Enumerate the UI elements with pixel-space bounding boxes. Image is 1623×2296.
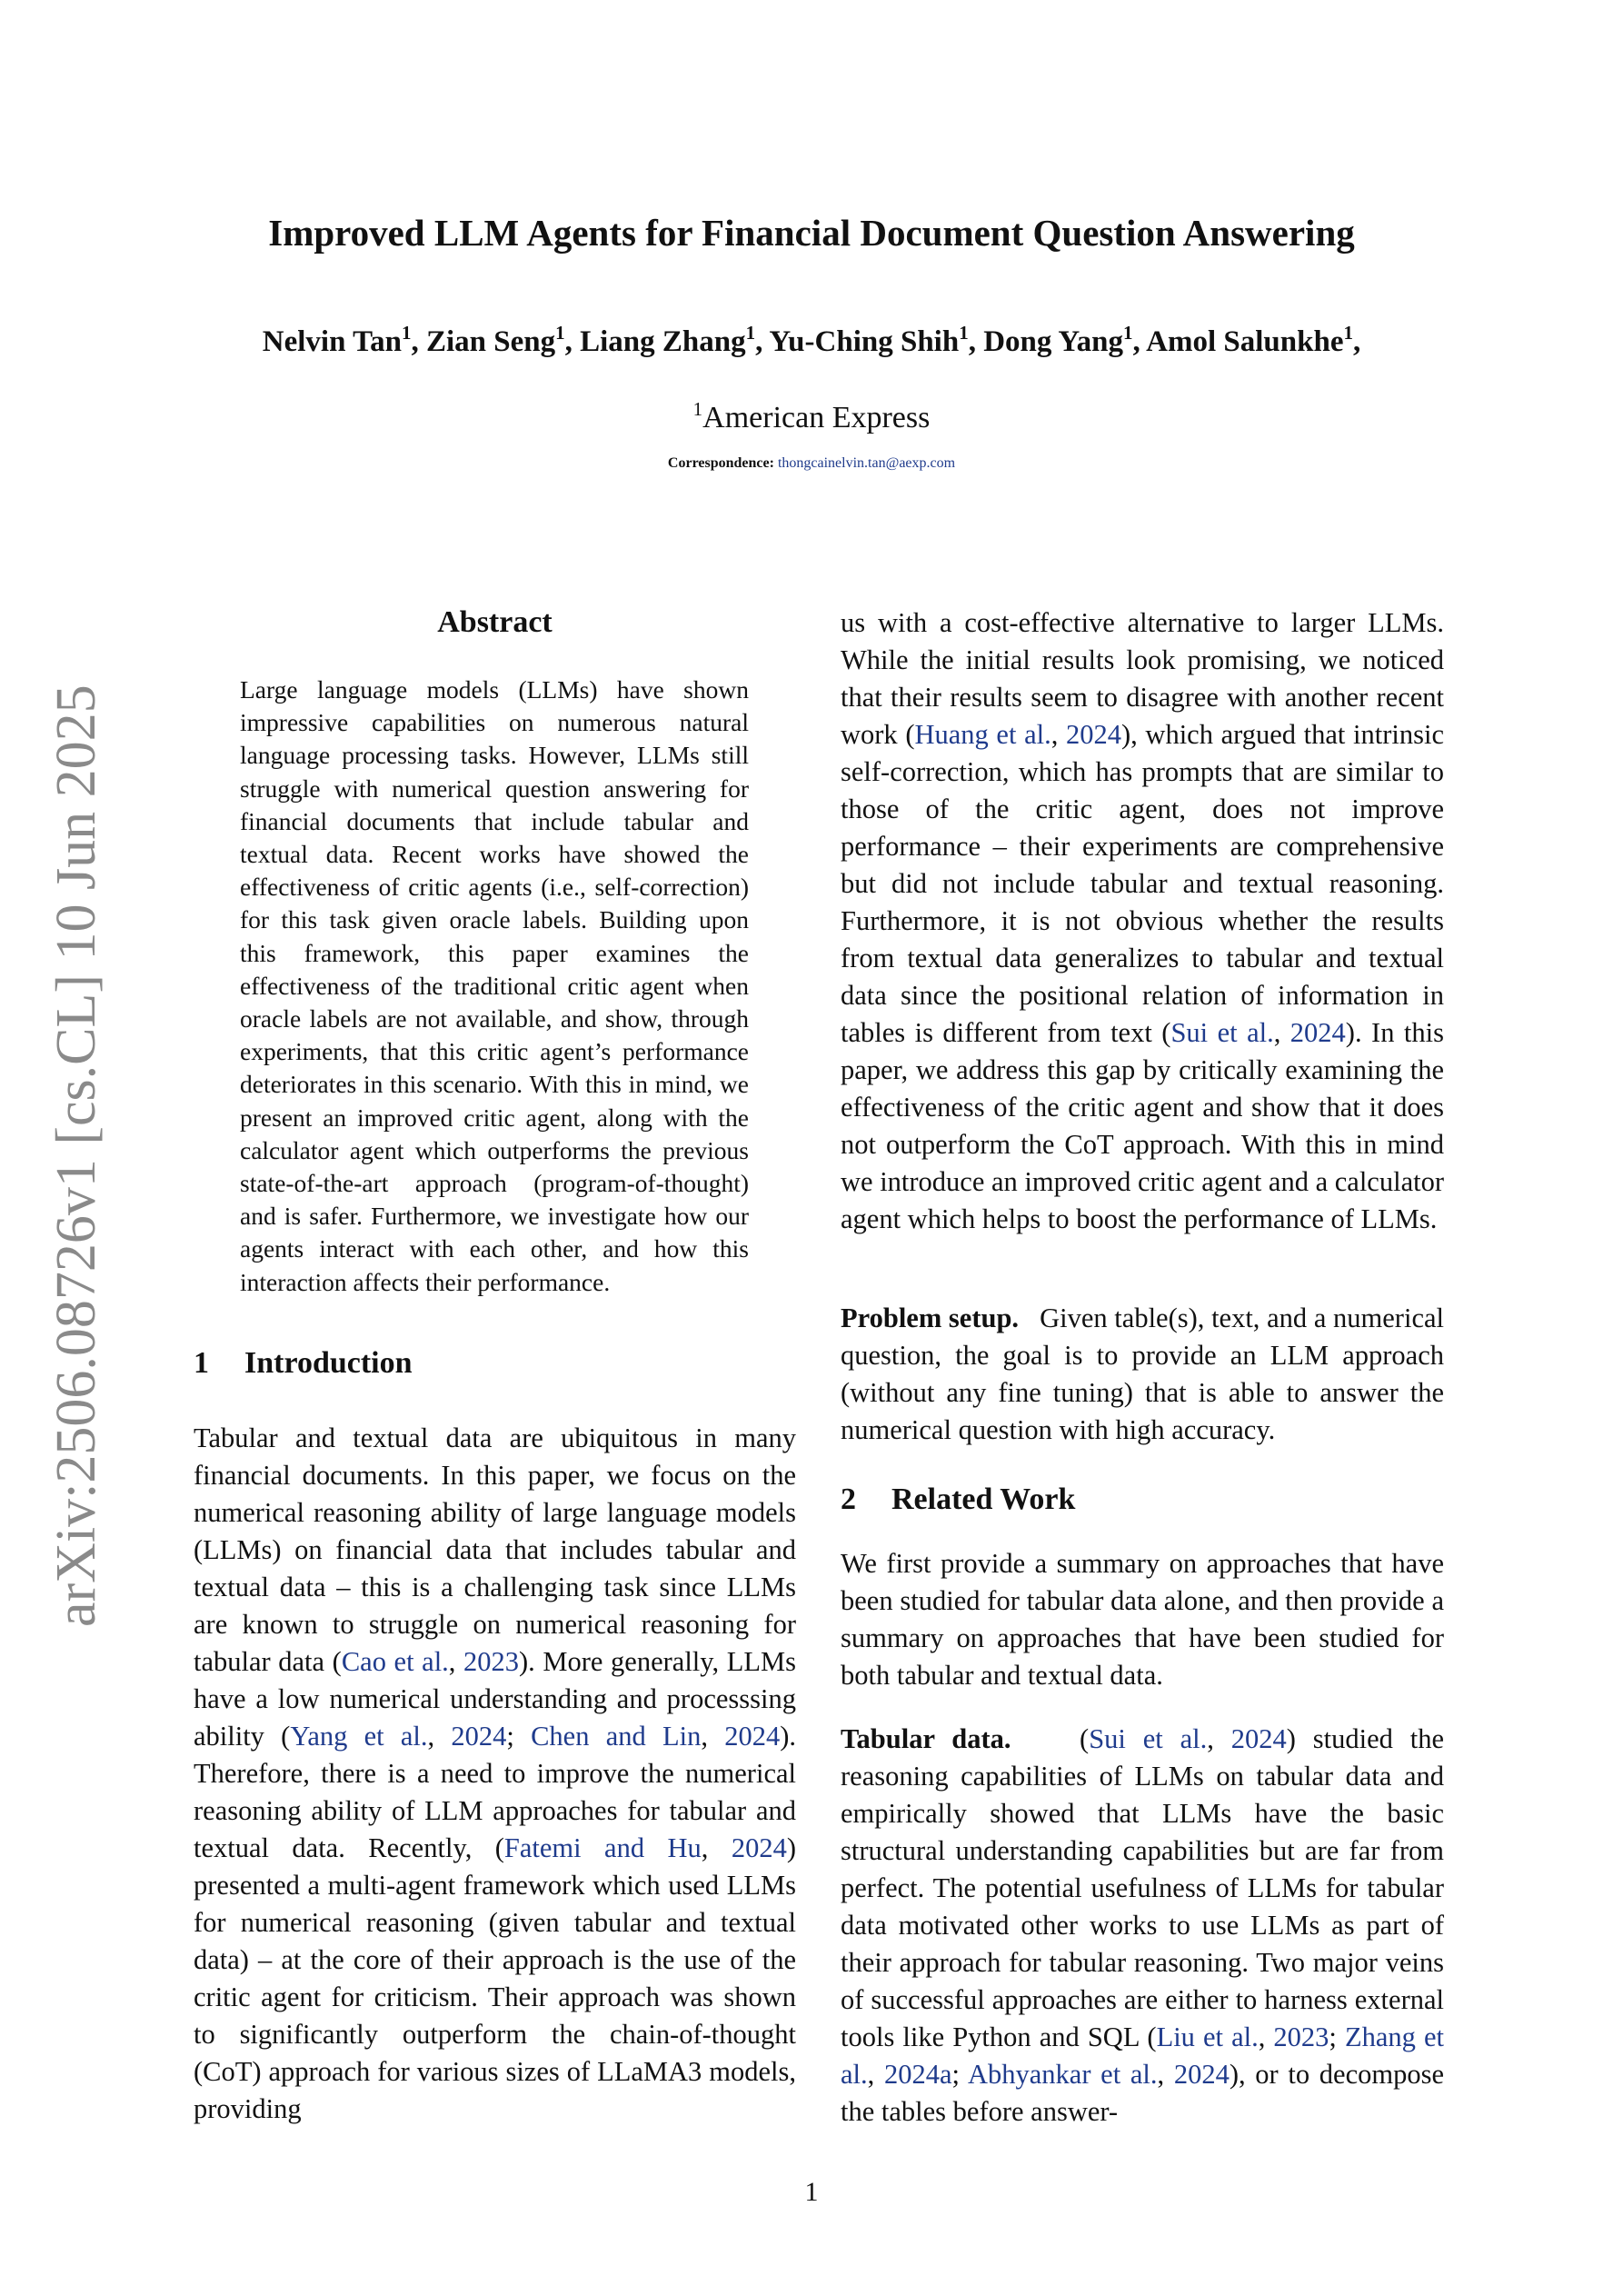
citation-link[interactable]: 2024 [451, 1721, 507, 1752]
related-work-intro-paragraph: We first provide a summary on approaches that have been studied for tabular data alone, and then provide a summary on approaches that have been studied for both tabular and textual data. [841, 1548, 1444, 1691]
citation-link[interactable]: 2024 [1230, 1723, 1287, 1754]
author-affiliation-marker: 1 [1343, 322, 1353, 344]
section-title: Related Work [891, 1482, 1076, 1516]
citation-link[interactable]: 2023 [1273, 2021, 1329, 2052]
correspondence-email-link[interactable]: thongcainelvin.tan@aexp.com [777, 455, 956, 471]
citation-link[interactable]: 2024 [1066, 719, 1121, 750]
author-affiliation-marker: 1 [401, 322, 412, 344]
abstract-text: Large language models (LLMs) have shown impressive capabilities on numerous natural language processing tasks. However, LLMs still struggle with numerical question answering for financial documents that include tabular and textual data. Recent works have showed the effectiveness of critic agents (i.e., self-correction) for this task given oracle labels. Building upon this framework, this paper examines the effectiveness of the traditional critic agent when oracle labels are not available, and show, through experiments, that this critic agent’s performance deteriorates in this scenario. With this in mind, we present an improved critic agent, along with the calculator agent which outperforms the previous state-of-the-art approach (program-of-thought) and is safer. Furthermore, we investigate how our agents interact with each other, and how this interaction affects their performance. [240, 675, 749, 1296]
author-name: Amol Salunkhe [1146, 325, 1344, 358]
citation-link[interactable]: Cao et al. [341, 1646, 449, 1677]
citation-link[interactable]: 2023 [463, 1646, 520, 1677]
section-heading-introduction [194, 1343, 413, 1383]
correspondence-label: Correspondence: [667, 455, 774, 471]
section-title: Introduction [244, 1346, 413, 1380]
citation-link[interactable]: Sui et al. [1089, 1723, 1208, 1754]
author-name: Nelvin Tan [262, 325, 402, 358]
affiliation [0, 398, 1623, 438]
arxiv-identifier: arXiv:2506.08726v1 [cs.CL] 10 Jun 2025 [45, 684, 107, 1627]
affiliation-name: American Express [702, 401, 931, 434]
author-affiliation-marker: 1 [959, 322, 969, 344]
correspondence-line [0, 454, 1623, 474]
citation-link[interactable]: Huang et al. [914, 719, 1051, 750]
tabular-data-paragraph [841, 1721, 1444, 2131]
tabular-data-text: (Sui et al., 2024) studied the reasoning capabilities of LLMs on tabular data and empirically showed that LLMs have the basic structural understanding capabilities but are far from perfect. The potential usefulness of LLMs for tabular data motivated other works to use LLMs as part of their approach for tabular reasoning. Two major veins of successful approaches are either to harness external tools like Python and SQL (Liu et al., 2023; Zhang et al., 2024a; Abhyankar et al., 2024), or to decompose the tables before answer- [841, 1723, 1445, 2127]
problem-setup-paragraph [841, 1300, 1444, 1449]
citation-link[interactable]: 2024 [731, 1832, 787, 1863]
paper-title: Improved LLM Agents for Financial Document Question Answering [268, 212, 1355, 254]
problem-setup-label: Problem setup. [841, 1303, 1020, 1333]
citation-link[interactable]: Fatemi and Hu [503, 1832, 702, 1863]
citation-link[interactable]: Yang et al. [290, 1721, 428, 1752]
author-name: Yu-Ching Shih [769, 325, 960, 358]
author-name: Zian Seng [425, 325, 556, 358]
section-heading-related-work [841, 1480, 1075, 1520]
citation-link[interactable]: Zhang et al. [841, 2021, 1444, 2090]
section-number: 1 [194, 1346, 209, 1380]
citation-link[interactable]: Sui et al. [1170, 1017, 1274, 1048]
citation-link[interactable]: 2024 [1289, 1017, 1346, 1048]
affiliation-marker: 1 [692, 398, 703, 420]
author-name: Liang Zhang [580, 325, 746, 358]
problem-setup-text: Given table(s), text, and a numerical question, the goal is to provide an LLM approach (without any fine tuning) that is able to answer the numerical question with high accuracy. [841, 1303, 1444, 1445]
author-name: Dong Yang [983, 325, 1123, 358]
citation-link[interactable]: 2024a [883, 2059, 952, 2090]
abstract-heading: Abstract [437, 605, 553, 639]
intro-paragraph: Tabular and textual data are ubiquitous in many financial documents. In this paper, we focus on the numerical reasoning ability of large language models (LLMs) on financial data that includes tabular and textual data – this is a challenging task since LLMs are known to struggle on numerical reasoning for tabular data (Cao et al., 2023). More generally, LLMs have a low numerical understanding and processsing ability (Yang et al., 2024; Chen and Lin, 2024). Therefore, there is a need to improve the numerical reasoning ability of LLM approaches for tabular and textual data. Recently, (Fatemi and Hu, 2024) presented a multi-agent framework which used LLMs for numerical reasoning (given tabular and textual data) – at the core of their approach is the use of the critic agent for criticism. Their approach was shown to significantly outperform the chain-of-thought (CoT) approach for various sizes of LLaMA3 models, providing [194, 1423, 797, 2124]
intro-continuation-paragraph: us with a cost-effective alternative to larger LLMs. While the initial results look promising, we noticed that their results seem to disagree with another recent work (Huang et al., 2024), which argued that intrinsic self-correction, which has prompts that are similar to those of the critic agent, does not improve performance – their experiments are comprehensive but did not include tabular and textual reasoning. Furthermore, it is not obvious whether the results from textual data generalizes to tabular and textual data since the positional relation of information in tables is different from text (Sui et al., 2024). In this paper, we address this gap by critically examining the effectiveness of the critic agent and show that it does not outperform the CoT approach. With this in mind we introduce an improved critic agent and a calculator agent which helps to boost the performance of LLMs. [841, 607, 1444, 1234]
citation-link[interactable]: 2024 [724, 1721, 781, 1752]
author-list: Nelvin Tan$^1$, Zian Seng$^1$, Liang Zhang$^1$, Yu-Ching Shih$^1$, Dong Yang$^1$, Amol Salunkhe$^1$, [262, 322, 1361, 358]
page-number: 1 [804, 2177, 819, 2207]
author-affiliation-marker: 1 [745, 322, 756, 344]
citation-link[interactable]: Liu et al. [1156, 2021, 1259, 2052]
author-affiliation-marker: 1 [1122, 322, 1133, 344]
citation-link[interactable]: Abhyankar et al. [967, 2059, 1158, 2090]
section-number: 2 [841, 1482, 856, 1516]
citation-link[interactable]: 2024 [1173, 2059, 1230, 2090]
citation-link[interactable]: Chen and Lin [531, 1721, 702, 1752]
author-affiliation-marker: 1 [555, 322, 565, 344]
tabular-data-label: Tabular data. [841, 1723, 1011, 1754]
